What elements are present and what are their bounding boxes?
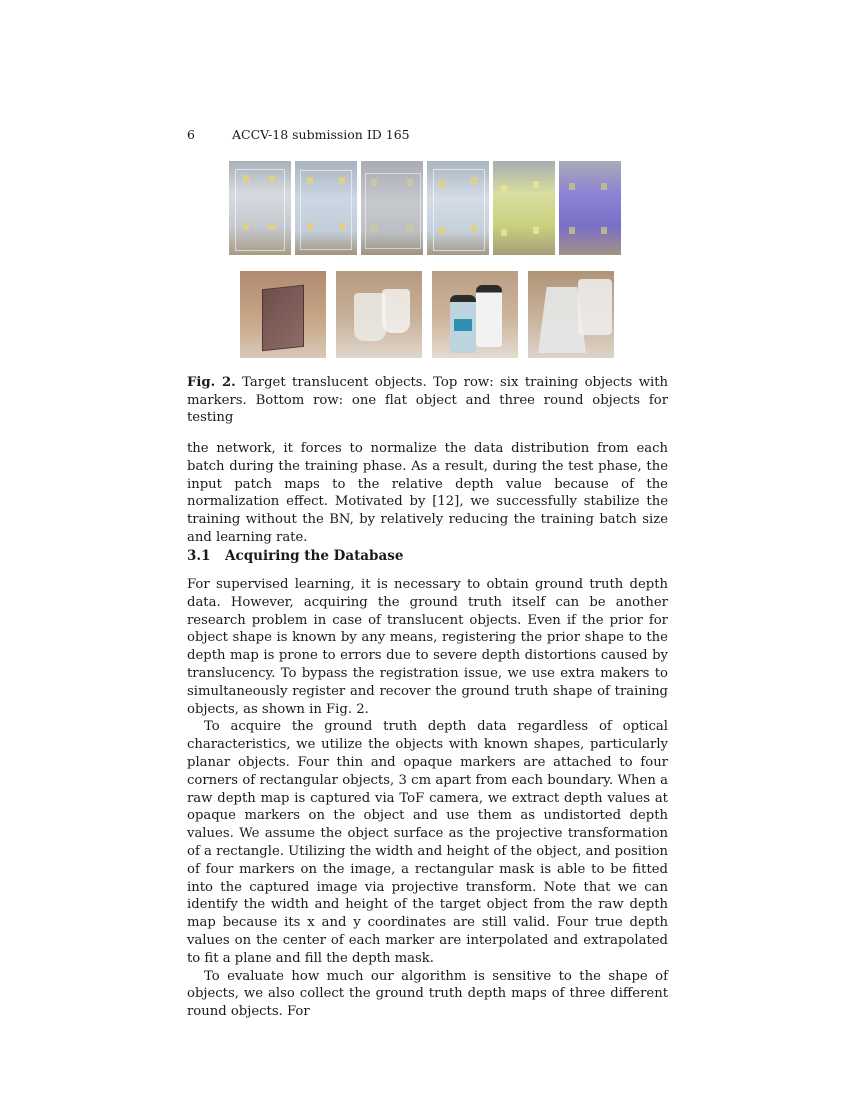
training-object-photo-5: [493, 161, 555, 255]
figure-caption: [187, 374, 668, 427]
running-header: [187, 127, 410, 142]
test-object-pitchers-photo: [336, 271, 422, 358]
test-object-cups-photo: [528, 271, 614, 358]
running-title: ACCV-18 submission ID 165: [232, 127, 410, 142]
test-object-bottles-photo: [432, 271, 518, 358]
figure-caption-text: Target translucent objects. Top row: six training objects with markers. Bottom row: one flat object and three round objects for testing: [187, 375, 668, 425]
figure-bottom-row: [240, 271, 614, 358]
training-object-photo-4: [427, 161, 489, 255]
test-object-flat-photo: [240, 271, 326, 358]
paragraph-2: To acquire the ground truth depth data regardless of optical characteristics, we utilize the objects with known shapes, particularly planar objects. Four thin and opaque markers are attached to four corners of rectangular objects, 3 cm apart from each boundary. When a raw depth map is captured via ToF camera, we extract depth values at opaque markers on the object and use them as undistorted depth values. We assume the object surface as the projective transformation of a rectangle. Utilizing the width and height of the object, and position of four markers on the image, a rectangular mask is able to be fitted into the captured image via projective transform. Note that we can identify the width and height of the target object from the raw depth map because its x and y coordinates are still valid. Four true depth values on the center of each marker are interpolated and extrapolated to fit a plane and fill the depth mask.: [187, 719, 668, 966]
section-title: Acquiring the Database: [225, 548, 404, 564]
intro-paragraph: the network, it forces to normalize the data distribution from each batch during the training phase. As a result, during the test phase, the input patch maps to the relative depth value because of the normalization effect. Motivated by [12], we successfully stabilize the training without the BN, by relatively reducing the training batch size and learning rate.: [187, 441, 668, 545]
section-heading: [187, 548, 403, 564]
section-body: [187, 576, 668, 1021]
figure-label: Fig. 2.: [187, 375, 236, 390]
paragraph-1: For supervised learning, it is necessary to obtain ground truth depth data. However, acquiring the ground truth itself can be another research problem in case of translucent objects. Even if the prior for object shape is known by any means, registering the prior shape to the depth map is prone to errors due to severe depth distortions caused by translucency. To bypass the registration issue, we use extra makers to simultaneously register and recover the ground truth shape of training objects, as shown in Fig. 2.: [187, 577, 668, 717]
figure-top-row: [229, 161, 621, 255]
training-object-photo-3: [361, 161, 423, 255]
intro-text-block: [187, 440, 668, 547]
training-object-photo-6: [559, 161, 621, 255]
section-number: 3.1: [187, 548, 211, 564]
training-object-photo-1: [229, 161, 291, 255]
page-number: 6: [187, 127, 195, 142]
paragraph-3: To evaluate how much our algorithm is sensitive to the shape of objects, we also collect the ground truth depth maps of three different round objects. For: [187, 968, 668, 1020]
training-object-photo-2: [295, 161, 357, 255]
